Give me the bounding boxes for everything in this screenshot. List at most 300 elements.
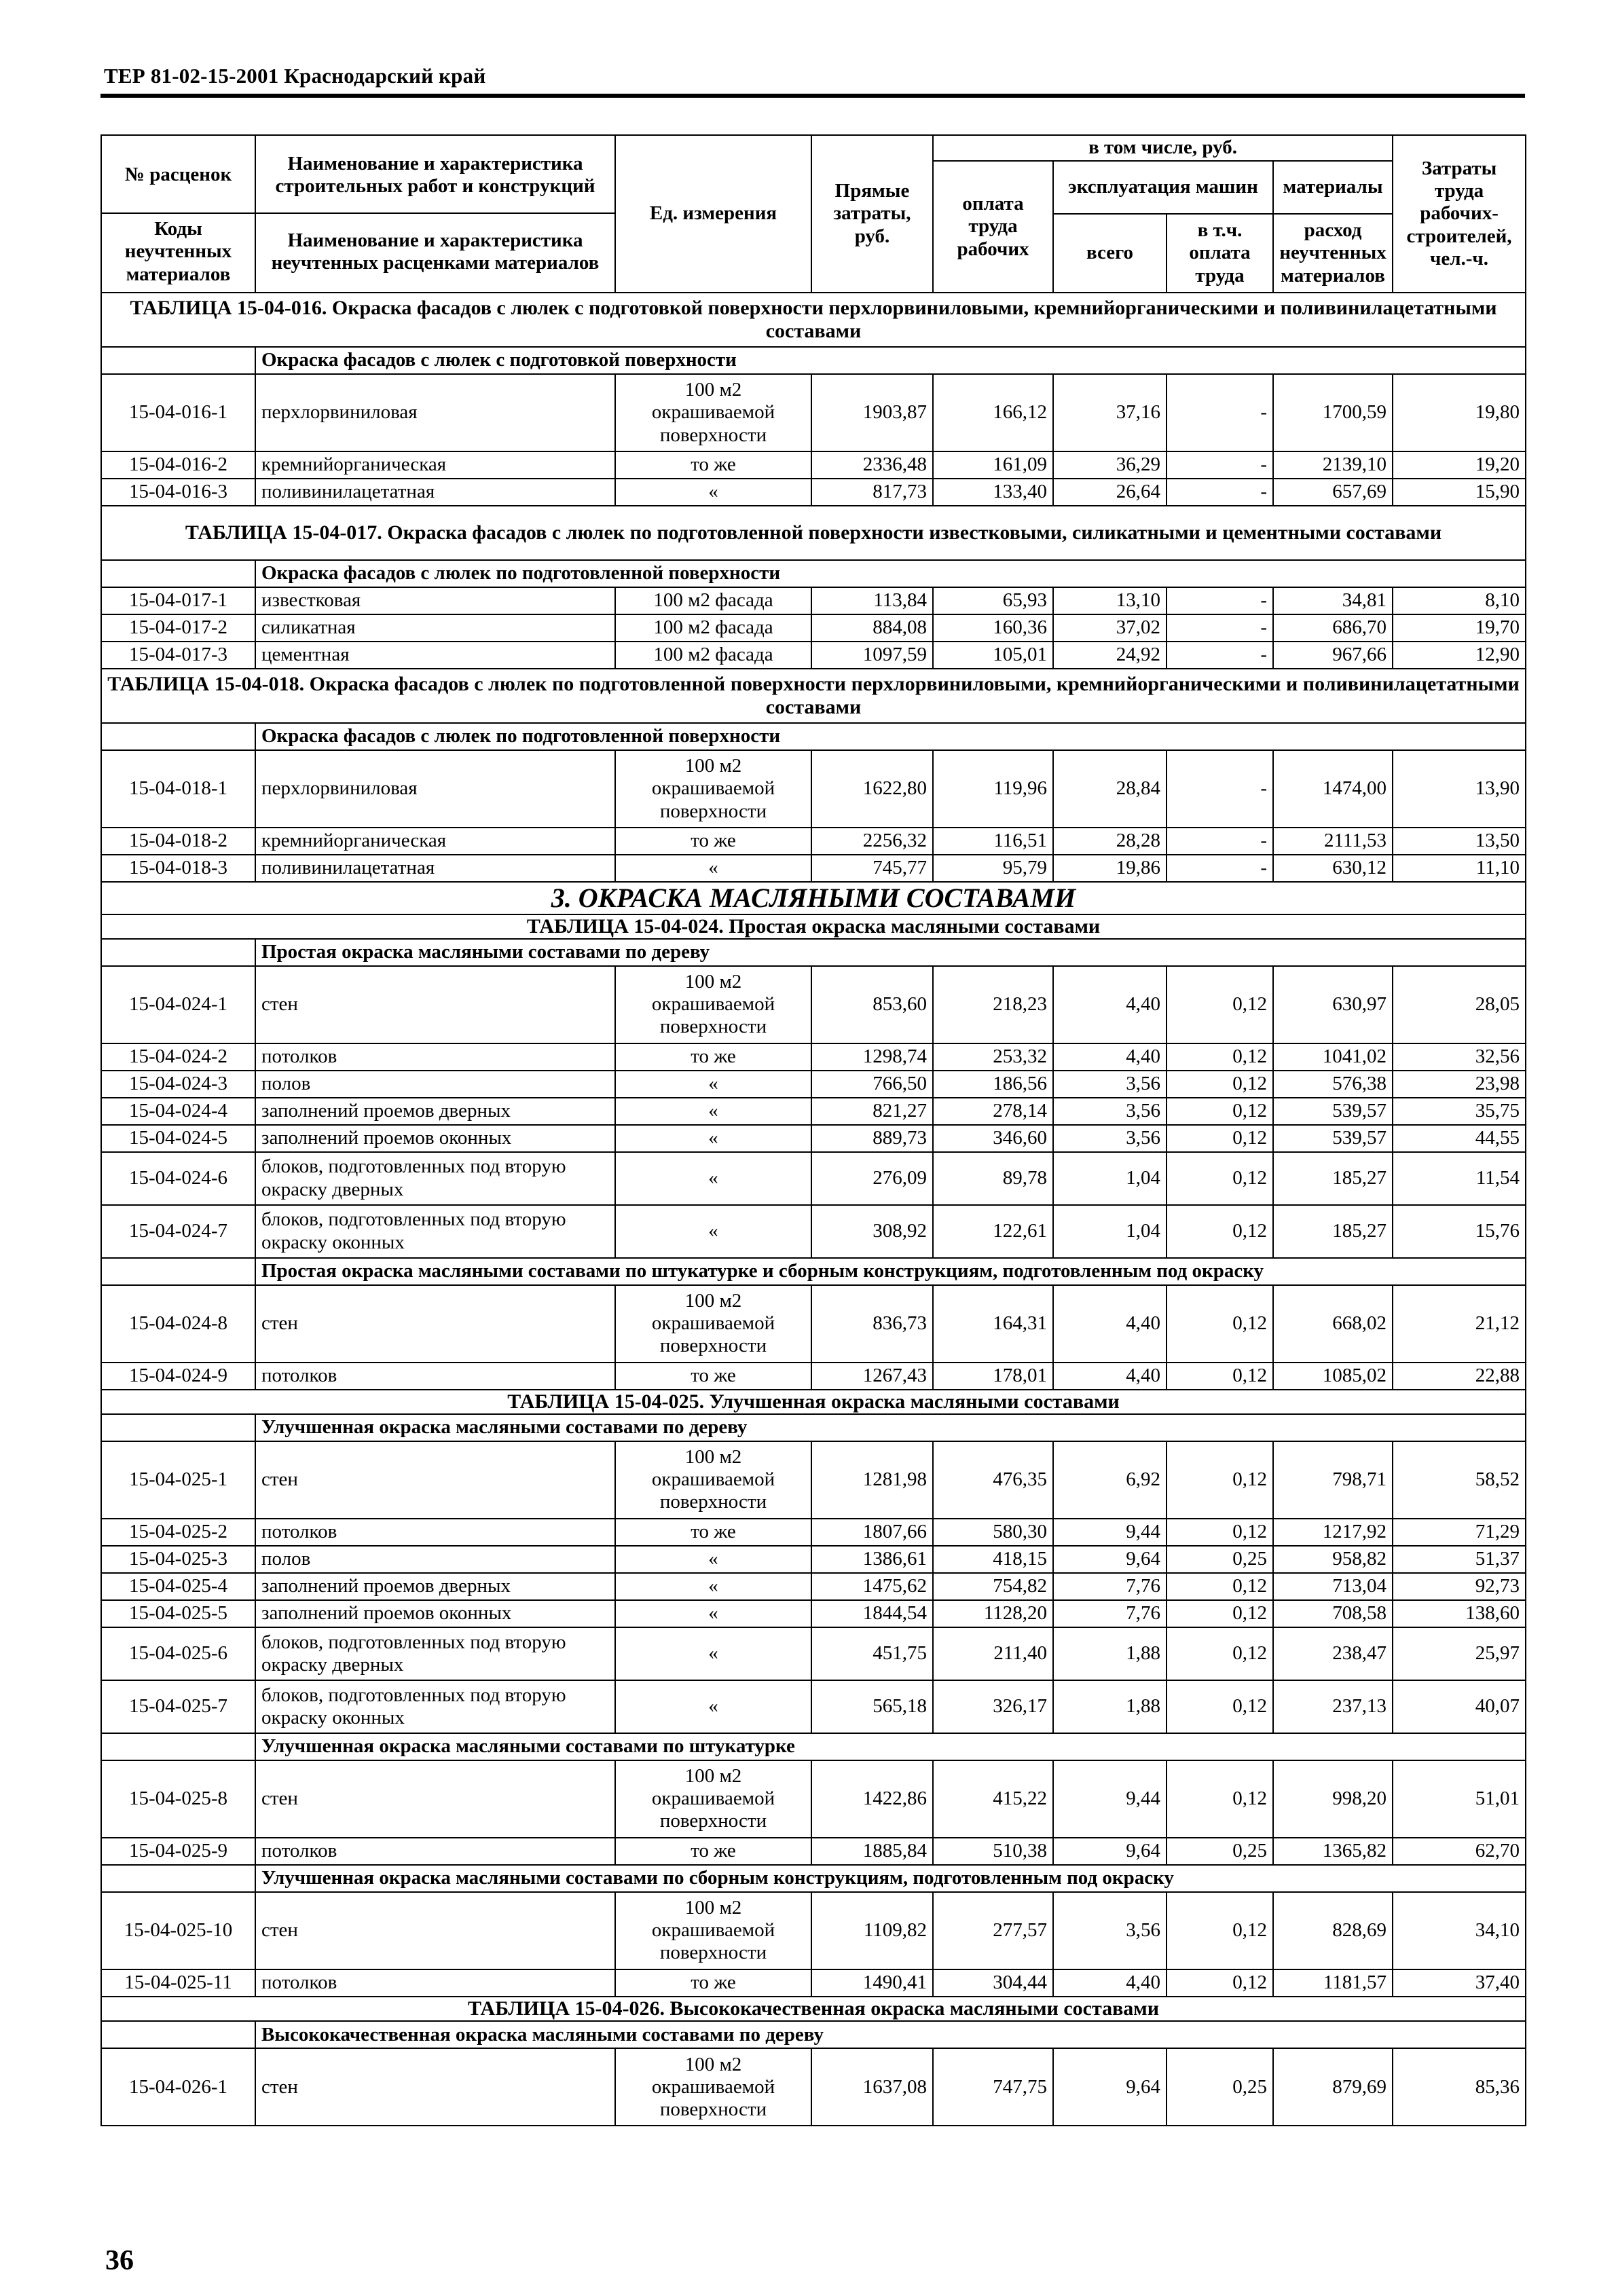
cell-blank (101, 2021, 255, 2048)
cell-direct-cost: 2336,48 (811, 451, 933, 479)
cell-machines-pay: 0,25 (1167, 1546, 1273, 1573)
cell-work-name: стен (255, 2048, 615, 2126)
cell-unit: то же (615, 1363, 811, 1390)
subheading: Простая окраска масляными составами по дереву (255, 939, 1526, 966)
cell-labor-pay: 166,12 (933, 374, 1053, 451)
cell-rate-code: 15-04-025-3 (101, 1546, 255, 1573)
subheading: Улучшенная окраска масляными составами по сборным конструкциям, подготовленным под окраску (255, 1865, 1526, 1892)
cell-labor-pay: 95,79 (933, 855, 1053, 882)
cell-labor-pay: 133,40 (933, 479, 1053, 506)
cell-labor-pay: 304,44 (933, 1969, 1053, 1997)
cell-machines-total: 28,28 (1053, 828, 1167, 855)
cell-rate-code: 15-04-017-2 (101, 614, 255, 642)
cell-labor-pay: 160,36 (933, 614, 1053, 642)
cell-rate-code: 15-04-016-3 (101, 479, 255, 506)
section-heading: 3. ОКРАСКА МАСЛЯНЫМИ СОСТАВАМИ (101, 882, 1526, 914)
cell-machines-pay: 0,12 (1167, 1285, 1273, 1363)
cell-direct-cost: 1109,82 (811, 1892, 933, 1969)
cell-machines-pay: 0,12 (1167, 1892, 1273, 1969)
cell-rate-code: 15-04-024-9 (101, 1363, 255, 1390)
subheading-row (101, 2021, 1526, 2048)
table-caption-row (101, 1390, 1526, 1414)
cell-materials: 958,82 (1273, 1546, 1393, 1573)
cell-direct-cost: 1475,62 (811, 1573, 933, 1600)
cell-machines-pay: 0,12 (1167, 1363, 1273, 1390)
cell-blank (101, 1414, 255, 1441)
cell-direct-cost: 836,73 (811, 1285, 933, 1363)
cell-machines-pay: - (1167, 451, 1273, 479)
cell-unit: « (615, 1125, 811, 1152)
cell-direct-cost: 766,50 (811, 1071, 933, 1098)
cell-machines-total: 4,40 (1053, 1969, 1167, 1997)
cell-machines-total: 1,88 (1053, 1680, 1167, 1733)
cell-direct-cost: 821,27 (811, 1098, 933, 1125)
cell-machines-total: 28,84 (1053, 750, 1167, 828)
cell-direct-cost: 745,77 (811, 855, 933, 882)
cell-materials: 798,71 (1273, 1441, 1393, 1519)
table-row (101, 966, 1526, 1043)
cell-work-name: известковая (255, 587, 615, 614)
cell-unit: « (615, 1573, 811, 1600)
cell-materials: 668,02 (1273, 1285, 1393, 1363)
cell-materials: 2111,53 (1273, 828, 1393, 855)
cell-unit: то же (615, 1969, 811, 1997)
cell-unit: « (615, 1152, 811, 1205)
cell-labor-hours: 32,56 (1393, 1043, 1526, 1071)
cell-work-name: заполнений проемов дверных (255, 1573, 615, 1600)
cell-labor-hours: 34,10 (1393, 1892, 1526, 1969)
cell-machines-pay: - (1167, 855, 1273, 882)
cell-unit: 100 м2 окрашиваемой поверхности (615, 1892, 811, 1969)
cell-labor-hours: 40,07 (1393, 1680, 1526, 1733)
cell-work-name: блоков, подготовленных под вторую окраску дверных (255, 1627, 615, 1680)
cell-machines-total: 9,44 (1053, 1760, 1167, 1838)
cell-labor-hours: 22,88 (1393, 1363, 1526, 1390)
cell-materials: 34,81 (1273, 587, 1393, 614)
cell-labor-hours: 13,90 (1393, 750, 1526, 828)
cell-unit: 100 м2 окрашиваемой поверхности (615, 1441, 811, 1519)
page-number: 36 (105, 2245, 134, 2276)
cell-rate-code: 15-04-025-7 (101, 1680, 255, 1733)
cell-machines-total: 1,04 (1053, 1152, 1167, 1205)
cell-machines-total: 6,92 (1053, 1441, 1167, 1519)
cell-unit: 100 м2 окрашиваемой поверхности (615, 750, 811, 828)
cell-work-name: стен (255, 1285, 615, 1363)
cell-rate-code: 15-04-024-5 (101, 1125, 255, 1152)
cell-labor-pay: 119,96 (933, 750, 1053, 828)
cell-materials: 630,97 (1273, 966, 1393, 1043)
col-header-materials: материалы (1273, 161, 1393, 214)
cell-machines-pay: 0,12 (1167, 1098, 1273, 1125)
col-header-pay: оплата труда рабочих (933, 161, 1053, 293)
cell-machines-total: 26,64 (1053, 479, 1167, 506)
cell-labor-pay: 754,82 (933, 1573, 1053, 1600)
table-row (101, 1125, 1526, 1152)
cell-machines-pay: 0,25 (1167, 2048, 1273, 2126)
cell-rate-code: 15-04-025-2 (101, 1519, 255, 1546)
subheading: Окраска фасадов с люлек с подготовкой поверхности (255, 347, 1526, 374)
subheading-row (101, 723, 1526, 750)
table-row (101, 750, 1526, 828)
cell-labor-hours: 62,70 (1393, 1838, 1526, 1865)
cell-direct-cost: 1885,84 (811, 1838, 933, 1865)
table-row (101, 1627, 1526, 1680)
cell-rate-code: 15-04-018-3 (101, 855, 255, 882)
table-row (101, 1285, 1526, 1363)
cell-machines-total: 1,04 (1053, 1205, 1167, 1258)
table-row (101, 855, 1526, 882)
cell-direct-cost: 1903,87 (811, 374, 933, 451)
subheading: Окраска фасадов с люлек по подготовленной поверхности (255, 560, 1526, 587)
table-row (101, 479, 1526, 506)
cell-blank (101, 560, 255, 587)
cell-machines-total: 4,40 (1053, 1363, 1167, 1390)
table-row (101, 614, 1526, 642)
cell-machines-total: 37,02 (1053, 614, 1167, 642)
cell-work-name: блоков, подготовленных под вторую окраску дверных (255, 1152, 615, 1205)
cell-unit: то же (615, 1043, 811, 1071)
table-row (101, 1838, 1526, 1865)
subheading: Улучшенная окраска масляными составами по дереву (255, 1414, 1526, 1441)
cell-unit: « (615, 855, 811, 882)
cell-materials: 708,58 (1273, 1600, 1393, 1627)
cell-rate-code: 15-04-024-3 (101, 1071, 255, 1098)
cell-machines-pay: 0,12 (1167, 1519, 1273, 1546)
cell-work-name: потолков (255, 1043, 615, 1071)
cell-unit: то же (615, 1838, 811, 1865)
cell-blank (101, 347, 255, 374)
col-header-codes: Коды неучтенных материалов (124, 218, 232, 285)
cell-work-name: перхлорвиниловая (255, 374, 615, 451)
cell-unit: то же (615, 451, 811, 479)
cell-direct-cost: 853,60 (811, 966, 933, 1043)
cell-labor-hours: 15,76 (1393, 1205, 1526, 1258)
cell-machines-total: 9,44 (1053, 1519, 1167, 1546)
cell-direct-cost: 1281,98 (811, 1441, 933, 1519)
cell-direct-cost: 1097,59 (811, 642, 933, 669)
cell-unit: 100 м2 фасада (615, 642, 811, 669)
cell-direct-cost: 451,75 (811, 1627, 933, 1680)
cell-rate-code: 15-04-025-10 (101, 1892, 255, 1969)
cell-labor-hours: 85,36 (1393, 2048, 1526, 2126)
cell-machines-pay: 0,12 (1167, 1680, 1273, 1733)
cell-rate-code: 15-04-018-2 (101, 828, 255, 855)
cell-unit: то же (615, 828, 811, 855)
cell-machines-total: 3,56 (1053, 1098, 1167, 1125)
cell-labor-pay: 186,56 (933, 1071, 1053, 1098)
subheading-row (101, 939, 1526, 966)
table-caption: ТАБЛИЦА 15-04-025. Улучшенная окраска масляными составами (101, 1390, 1526, 1414)
cell-labor-hours: 44,55 (1393, 1125, 1526, 1152)
cell-machines-total: 4,40 (1053, 1285, 1167, 1363)
cell-materials: 1217,92 (1273, 1519, 1393, 1546)
header-rule (100, 94, 1525, 98)
cell-materials: 238,47 (1273, 1627, 1393, 1680)
cell-work-name: перхлорвиниловая (255, 750, 615, 828)
table-caption: ТАБЛИЦА 15-04-026. Высококачественная окраска масляными составами (101, 1997, 1526, 2021)
table-row (101, 1600, 1526, 1627)
cell-rate-code: 15-04-024-8 (101, 1285, 255, 1363)
table-row (101, 2048, 1526, 2126)
cell-materials: 1041,02 (1273, 1043, 1393, 1071)
rates-table (100, 134, 1526, 2126)
cell-work-name: поливинилацетатная (255, 479, 615, 506)
cell-unit: 100 м2 окрашиваемой поверхности (615, 374, 811, 451)
cell-unit: « (615, 1627, 811, 1680)
cell-rate-code: 15-04-016-1 (101, 374, 255, 451)
cell-labor-hours: 15,90 (1393, 479, 1526, 506)
cell-unit: 100 м2 окрашиваемой поверхности (615, 966, 811, 1043)
cell-work-name: стен (255, 1892, 615, 1969)
cell-labor-pay: 253,32 (933, 1043, 1053, 1071)
cell-work-name: заполнений проемов оконных (255, 1600, 615, 1627)
section-heading-row (101, 882, 1526, 914)
cell-labor-hours: 13,50 (1393, 828, 1526, 855)
cell-materials: 686,70 (1273, 614, 1393, 642)
cell-work-name: цементная (255, 642, 615, 669)
cell-blank (101, 939, 255, 966)
subheading-row (101, 1865, 1526, 1892)
cell-labor-pay: 1128,20 (933, 1600, 1053, 1627)
cell-materials: 539,57 (1273, 1125, 1393, 1152)
cell-materials: 539,57 (1273, 1098, 1393, 1125)
table-row (101, 451, 1526, 479)
cell-materials: 1700,59 (1273, 374, 1393, 451)
cell-labor-pay: 122,61 (933, 1205, 1053, 1258)
col-header-labor: Затраты труда рабочих-строителей, чел.-ч. (1393, 135, 1526, 293)
subheading-row (101, 1414, 1526, 1441)
cell-work-name: полов (255, 1546, 615, 1573)
cell-rate-code: 15-04-025-11 (101, 1969, 255, 1997)
cell-machines-total: 9,64 (1053, 1838, 1167, 1865)
cell-labor-hours: 92,73 (1393, 1573, 1526, 1600)
cell-unit: « (615, 1205, 811, 1258)
cell-labor-hours: 51,01 (1393, 1760, 1526, 1838)
subheading: Окраска фасадов с люлек по подготовленной поверхности (255, 723, 1526, 750)
cell-unit: 100 м2 окрашиваемой поверхности (615, 1285, 811, 1363)
cell-machines-total: 13,10 (1053, 587, 1167, 614)
col-header-machines-pay: в т.ч. оплата труда (1167, 214, 1273, 293)
cell-direct-cost: 1622,80 (811, 750, 933, 828)
subheading: Улучшенная окраска масляными составами по штукатурке (255, 1733, 1526, 1760)
cell-machines-pay: 0,12 (1167, 1600, 1273, 1627)
cell-machines-pay: 0,12 (1167, 1071, 1273, 1098)
table-caption-row (101, 914, 1526, 939)
cell-labor-hours: 37,40 (1393, 1969, 1526, 1997)
cell-labor-hours: 35,75 (1393, 1098, 1526, 1125)
cell-unit: « (615, 479, 811, 506)
cell-direct-cost: 2256,32 (811, 828, 933, 855)
cell-machines-total: 7,76 (1053, 1600, 1167, 1627)
cell-work-name: кремнийорганическая (255, 451, 615, 479)
cell-rate-code: 15-04-025-6 (101, 1627, 255, 1680)
cell-direct-cost: 565,18 (811, 1680, 933, 1733)
cell-materials: 1474,00 (1273, 750, 1393, 828)
cell-machines-pay: 0,12 (1167, 1573, 1273, 1600)
cell-unit: « (615, 1600, 811, 1627)
cell-direct-cost: 889,73 (811, 1125, 933, 1152)
subheading-row (101, 560, 1526, 587)
cell-work-name: блоков, подготовленных под вторую окраску оконных (255, 1680, 615, 1733)
cell-machines-pay: - (1167, 642, 1273, 669)
cell-rate-code: 15-04-026-1 (101, 2048, 255, 2126)
cell-materials: 2139,10 (1273, 451, 1393, 479)
table-row (101, 1892, 1526, 1969)
cell-labor-pay: 580,30 (933, 1519, 1053, 1546)
cell-machines-total: 3,56 (1053, 1125, 1167, 1152)
cell-machines-pay: 0,12 (1167, 1627, 1273, 1680)
cell-machines-pay: - (1167, 828, 1273, 855)
cell-blank (101, 1258, 255, 1285)
cell-materials: 967,66 (1273, 642, 1393, 669)
cell-machines-total: 9,64 (1053, 2048, 1167, 2126)
cell-unit: « (615, 1680, 811, 1733)
cell-materials: 879,69 (1273, 2048, 1393, 2126)
cell-machines-total: 1,88 (1053, 1627, 1167, 1680)
cell-machines-pay: 0,12 (1167, 1152, 1273, 1205)
cell-machines-total: 7,76 (1053, 1573, 1167, 1600)
cell-machines-total: 4,40 (1053, 966, 1167, 1043)
cell-materials: 828,69 (1273, 1892, 1393, 1969)
cell-direct-cost: 1807,66 (811, 1519, 933, 1546)
cell-work-name: полов (255, 1071, 615, 1098)
cell-direct-cost: 308,92 (811, 1205, 933, 1258)
cell-direct-cost: 113,84 (811, 587, 933, 614)
col-header-name (255, 135, 615, 293)
cell-direct-cost: 1298,74 (811, 1043, 933, 1071)
cell-labor-hours: 19,20 (1393, 451, 1526, 479)
cell-materials: 1181,57 (1273, 1969, 1393, 1997)
cell-blank (101, 1865, 255, 1892)
cell-labor-pay: 164,31 (933, 1285, 1053, 1363)
cell-machines-pay: 0,12 (1167, 1125, 1273, 1152)
table-caption: ТАБЛИЦА 15-04-016. Окраска фасадов с люлек с подготовкой поверхности перхлорвиниловыми, кремнийорганическими и поливинилацетатными составами (101, 293, 1526, 347)
cell-work-name: потолков (255, 1969, 615, 1997)
cell-labor-pay: 418,15 (933, 1546, 1053, 1573)
col-header-unit: Ед. измерения (615, 135, 811, 293)
cell-direct-cost: 884,08 (811, 614, 933, 642)
cell-machines-pay: - (1167, 614, 1273, 642)
table-caption: ТАБЛИЦА 15-04-017. Окраска фасадов с люлек по подготовленной поверхности известковыми, силикатными и цементными составами (101, 506, 1526, 560)
cell-rate-code: 15-04-024-7 (101, 1205, 255, 1258)
table-row (101, 642, 1526, 669)
table-caption-row (101, 293, 1526, 347)
subheading-row (101, 347, 1526, 374)
table-row (101, 1071, 1526, 1098)
cell-work-name: стен (255, 1760, 615, 1838)
cell-blank (101, 1733, 255, 1760)
cell-materials: 1365,82 (1273, 1838, 1393, 1865)
cell-work-name: потолков (255, 1363, 615, 1390)
cell-labor-pay: 178,01 (933, 1363, 1053, 1390)
cell-materials: 185,27 (1273, 1152, 1393, 1205)
col-header-incl: в том числе, руб. (933, 135, 1393, 161)
cell-labor-hours: 71,29 (1393, 1519, 1526, 1546)
subheading: Простая окраска масляными составами по штукатурке и сборным конструкциям, подготовленным под окраску (255, 1258, 1526, 1285)
cell-labor-hours: 138,60 (1393, 1600, 1526, 1627)
cell-machines-pay: 0,12 (1167, 1969, 1273, 1997)
cell-labor-hours: 11,54 (1393, 1152, 1526, 1205)
cell-labor-hours: 8,10 (1393, 587, 1526, 614)
cell-machines-total: 24,92 (1053, 642, 1167, 669)
cell-labor-pay: 747,75 (933, 2048, 1053, 2126)
cell-labor-pay: 277,57 (933, 1892, 1053, 1969)
cell-machines-total: 37,16 (1053, 374, 1167, 451)
subheading-row (101, 1733, 1526, 1760)
table-row (101, 1760, 1526, 1838)
cell-direct-cost: 276,09 (811, 1152, 933, 1205)
table-row (101, 1546, 1526, 1573)
cell-labor-pay: 476,35 (933, 1441, 1053, 1519)
col-header-materials2: расход неучтенных материалов (1273, 214, 1393, 293)
cell-unit: 100 м2 фасада (615, 614, 811, 642)
cell-labor-hours: 23,98 (1393, 1071, 1526, 1098)
cell-machines-pay: - (1167, 750, 1273, 828)
cell-unit: « (615, 1071, 811, 1098)
cell-machines-total: 4,40 (1053, 1043, 1167, 1071)
cell-labor-hours: 58,52 (1393, 1441, 1526, 1519)
cell-rate-code: 15-04-024-4 (101, 1098, 255, 1125)
cell-labor-hours: 19,80 (1393, 374, 1526, 451)
cell-labor-hours: 12,90 (1393, 642, 1526, 669)
cell-unit: « (615, 1546, 811, 1573)
cell-blank (101, 723, 255, 750)
cell-unit: 100 м2 окрашиваемой поверхности (615, 1760, 811, 1838)
table-row (101, 828, 1526, 855)
cell-labor-pay: 326,17 (933, 1680, 1053, 1733)
cell-labor-hours: 25,97 (1393, 1627, 1526, 1680)
col-header-name-materials: Наименование и характеристика неучтенных расценками материалов (271, 229, 600, 274)
cell-work-name: потолков (255, 1519, 615, 1546)
table-caption-row (101, 1997, 1526, 2021)
cell-machines-pay: 0,12 (1167, 1760, 1273, 1838)
cell-labor-hours: 11,10 (1393, 855, 1526, 882)
cell-machines-pay: - (1167, 374, 1273, 451)
cell-labor-pay: 161,09 (933, 451, 1053, 479)
cell-work-name: кремнийорганическая (255, 828, 615, 855)
table-row (101, 587, 1526, 614)
cell-labor-pay: 278,14 (933, 1098, 1053, 1125)
cell-direct-cost: 1267,43 (811, 1363, 933, 1390)
col-header-total: всего (1053, 214, 1167, 293)
cell-labor-hours: 28,05 (1393, 966, 1526, 1043)
cell-unit: 100 м2 окрашиваемой поверхности (615, 2048, 811, 2126)
rates-table-body (101, 293, 1526, 2126)
cell-labor-pay: 105,01 (933, 642, 1053, 669)
cell-labor-pay: 116,51 (933, 828, 1053, 855)
table-caption-row (101, 669, 1526, 723)
table-row (101, 1573, 1526, 1600)
cell-rate-code: 15-04-017-1 (101, 587, 255, 614)
table-row (101, 374, 1526, 451)
cell-machines-pay: 0,25 (1167, 1838, 1273, 1865)
col-header-machines: эксплуатация машин (1053, 161, 1273, 214)
cell-machines-pay: 0,12 (1167, 1043, 1273, 1071)
cell-materials: 576,38 (1273, 1071, 1393, 1098)
cell-labor-hours: 51,37 (1393, 1546, 1526, 1573)
cell-work-name: стен (255, 1441, 615, 1519)
cell-rate-code: 15-04-025-1 (101, 1441, 255, 1519)
cell-materials: 237,13 (1273, 1680, 1393, 1733)
cell-work-name: стен (255, 966, 615, 1043)
table-caption: ТАБЛИЦА 15-04-024. Простая окраска масляными составами (101, 914, 1526, 939)
page-header: ТЕР 81-02-15-2001 Краснодарский край (104, 64, 486, 88)
col-header-num: № расценок (102, 138, 255, 214)
cell-rate-code: 15-04-017-3 (101, 642, 255, 669)
cell-unit: 100 м2 фасада (615, 587, 811, 614)
table-row (101, 1098, 1526, 1125)
cell-rate-code: 15-04-025-4 (101, 1573, 255, 1600)
